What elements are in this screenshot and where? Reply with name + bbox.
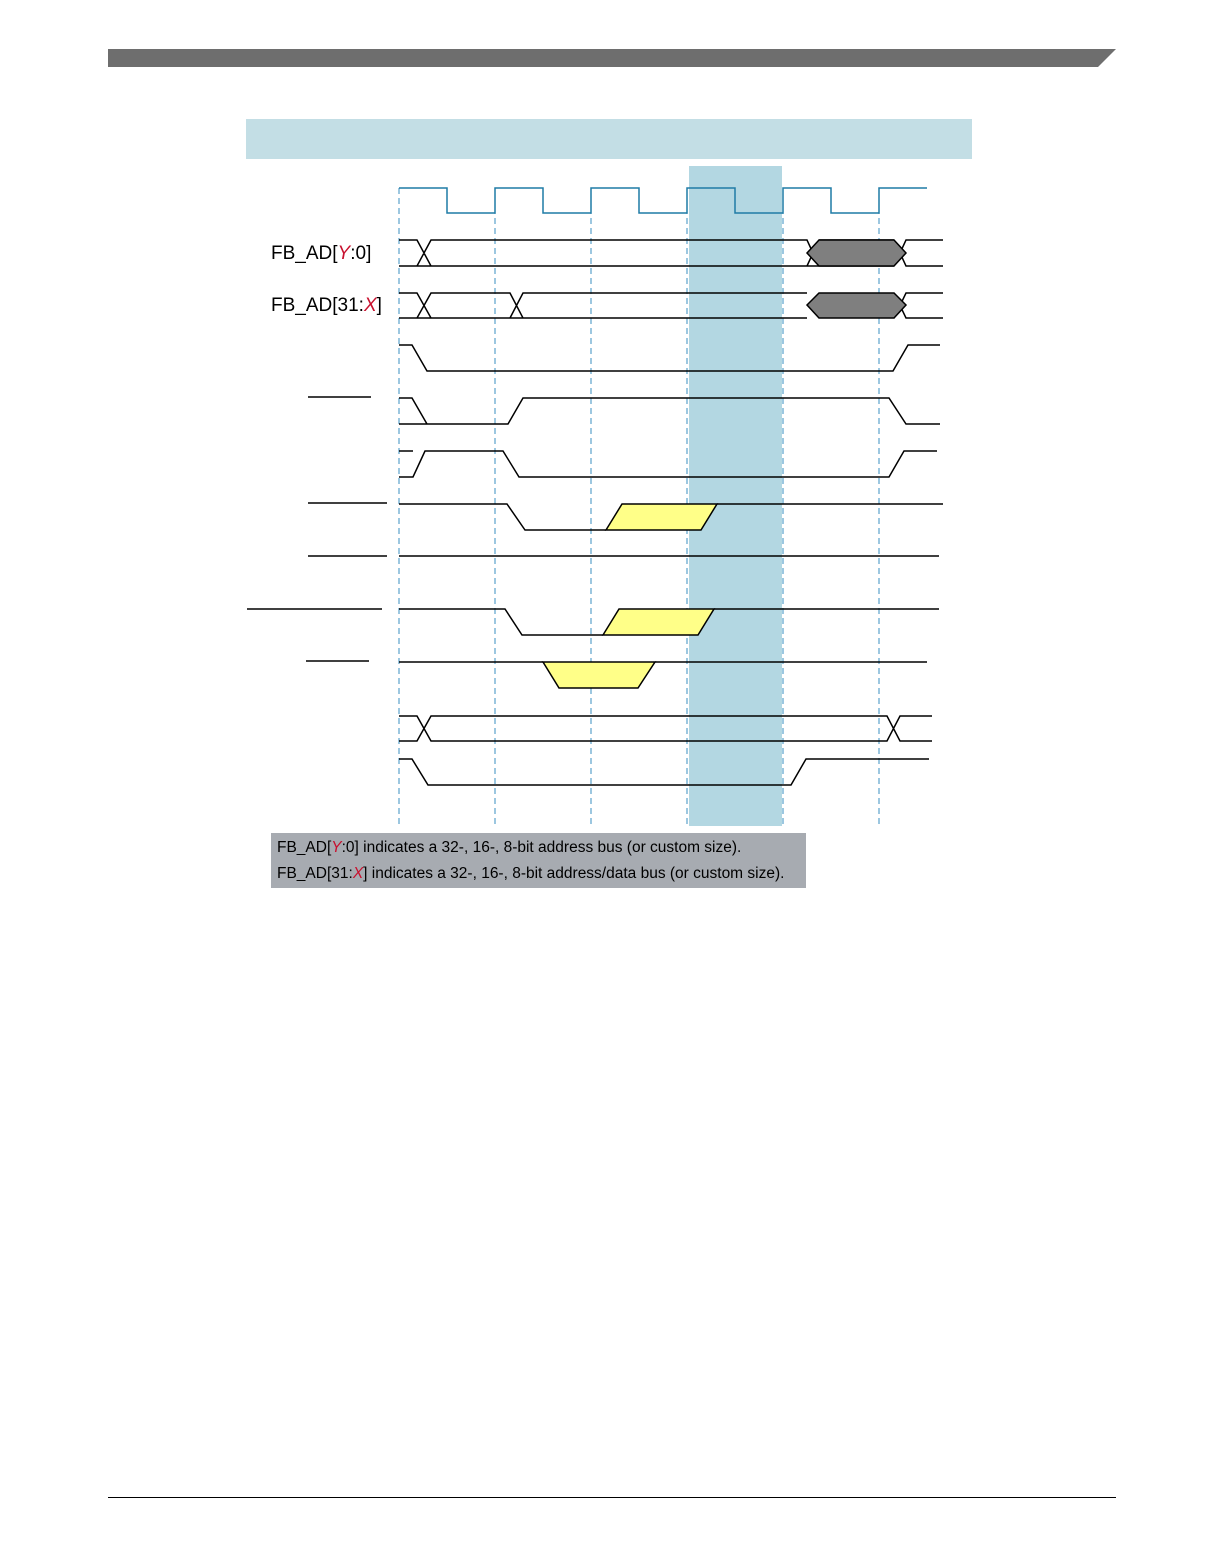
label-variable: X (363, 295, 377, 316)
note-text: FB_AD[31: (277, 865, 353, 882)
label-text: FB_AD[31: (271, 295, 364, 316)
fb-ad-31-invalid-region (807, 293, 906, 318)
label-variable: Y (337, 243, 351, 264)
signal-row-10-waveform (399, 716, 932, 741)
note-box (271, 833, 806, 888)
title-band (246, 119, 972, 159)
note-text: FB_AD[ (277, 839, 332, 856)
note-line-2 (277, 865, 784, 883)
signal-row-5-waveform (399, 451, 937, 477)
clock-waveform (399, 188, 927, 213)
highlight-column (689, 166, 782, 826)
note-text: :0] indicates a 32-, 16-, 8-bit address bus (or custom size). (341, 839, 742, 856)
signal-row-8-transition-region (603, 609, 714, 635)
signal-row-6-transition-region (606, 504, 717, 530)
signal-row-4-waveform (399, 398, 940, 424)
footer-rule (108, 1497, 1116, 1498)
note-line-1 (277, 839, 741, 857)
note-text: ] indicates a 32-, 16-, 8-bit address/data bus (or custom size). (363, 865, 785, 882)
signal-row-11-waveform (399, 759, 929, 785)
label-text: FB_AD[ (271, 243, 338, 264)
signal-label-fb-ad-31 (271, 295, 382, 317)
label-text: :0] (350, 243, 372, 264)
label-text: ] (376, 295, 382, 316)
fb-ad-y-invalid-region (807, 240, 906, 266)
note-variable: Y (331, 839, 342, 856)
note-variable: X (352, 865, 364, 882)
signal-row-9-transition-region (543, 662, 655, 688)
signal-row-3-waveform (399, 345, 940, 371)
signal-label-fb-ad-y (271, 243, 371, 265)
